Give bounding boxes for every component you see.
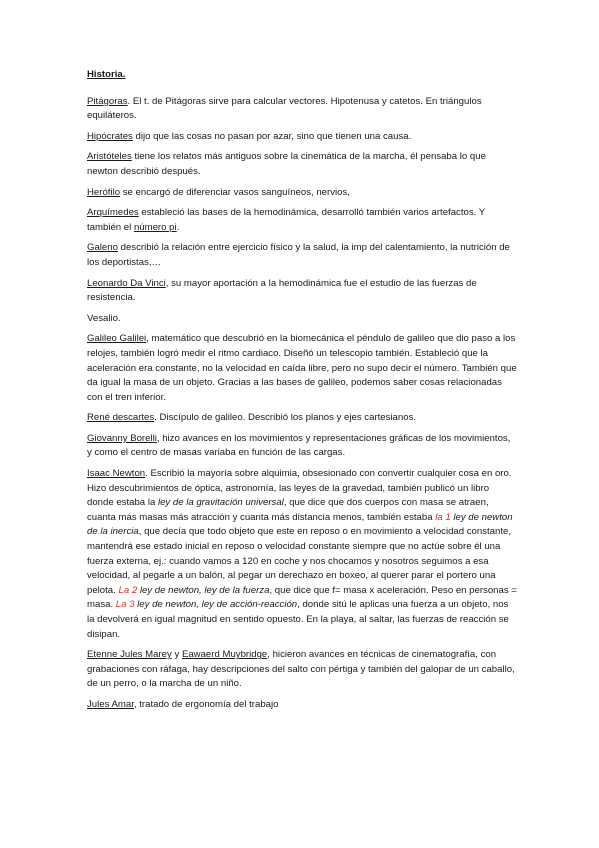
body-text: , hicieron avances en técnicas de cinematografía, con grabaciones con ráfaga, hay descripciones del salto con pértiga y también del galopar de un caballo, de un perro, o la marcha de un niño. bbox=[87, 649, 515, 690]
body-text: , donde sitú le aplicas una fuerza a un objeto, nos la devolverá en igual magnitud en sentido opuesto. En la playa, al saltar, las fuerzas de reacción se disipan. bbox=[87, 599, 509, 640]
body-text: , tratado de ergonomía del trabajo bbox=[133, 698, 279, 710]
name-term: Isaac Newton bbox=[87, 468, 146, 480]
name-term: Hipócrates bbox=[87, 130, 133, 142]
paragraph bbox=[87, 206, 517, 235]
page-heading: Historia. bbox=[87, 69, 126, 80]
paragraph bbox=[87, 277, 517, 306]
name-term: Arquímedes bbox=[87, 207, 139, 219]
emphasis-text: ley de la gravitación universal bbox=[157, 497, 284, 509]
body-text: tiene los relatos más antiguos sobre la cinemática de la marcha, él pensaba lo que newton describió después. bbox=[87, 151, 486, 177]
body-text: y bbox=[171, 649, 182, 661]
paragraph bbox=[87, 467, 517, 642]
paragraph bbox=[87, 241, 517, 270]
body-text: , matemático que descubrió en la biomecánica el péndulo de galileo que dio paso a los relojes, también logró medir el ritmo cardiaco. Diseñó un telescopio también. Estableció que la aceleración era constante, no la velocidad en caída libre, pero no supo decir el número. También que da igual la masa de un objeto. Gracias a las bases de galileo, podemos saber cosas relacionadas con el tren inferior. bbox=[87, 333, 517, 403]
emphasis-text: ley de newton, ley de la fuerza bbox=[137, 584, 270, 596]
body-text: estableció las bases de la hemodinámica, desarrolló también varios artefactos. Y también el bbox=[87, 207, 486, 233]
paragraph bbox=[87, 332, 517, 405]
paragraph bbox=[87, 648, 517, 692]
emphasis-text: la 1 bbox=[435, 511, 451, 523]
emphasis-text: La 3 bbox=[115, 599, 135, 611]
paragraph bbox=[87, 130, 517, 145]
paragraph bbox=[87, 312, 517, 327]
body-text: , hizo avances en los movimientos y representaciones gráficas de los movimientos, y como el centro de masas variaba en función de las cargas. bbox=[87, 432, 511, 459]
name-term: Aristóteles bbox=[87, 151, 132, 163]
name-term: Galeno bbox=[87, 242, 118, 254]
name-term: Jules Amar bbox=[87, 698, 134, 710]
body-text: , que dice que f= masa x aceleración. Peso en personas = masa. bbox=[87, 584, 517, 611]
emphasis-text: La 2 bbox=[118, 584, 138, 596]
name-term: Etenne Jules Marey bbox=[87, 649, 172, 661]
paragraph bbox=[87, 186, 517, 201]
body-text: dijo que las cosas no pasan por azar, sino que tienen una causa. bbox=[132, 130, 412, 142]
name-term: Pitágoras bbox=[87, 95, 128, 107]
paragraph-list bbox=[87, 95, 517, 713]
paragraph bbox=[87, 95, 517, 124]
body-text: , que dice que dos cuerpos con masa se atraen, cuanta más masas más atracción y cuanta más distancia menos, también estaba bbox=[87, 497, 489, 523]
body-text: describió la relación entre ejercicio físico y la salud, la imp del calentamiento, la nutrición de los deportistas,… bbox=[87, 242, 510, 268]
paragraph bbox=[87, 411, 517, 426]
paragraph bbox=[87, 150, 517, 179]
body-text: se encargó de diferenciar vasos sanguíneos, nervios, bbox=[120, 186, 350, 198]
name-term: número pi bbox=[133, 221, 177, 233]
name-term: Leonardo Da Vinci bbox=[87, 277, 166, 289]
body-text: . El t. de Pitágoras sirve para calcular vectores. Hipotenusa y catetos. En triángulos equiláteros. bbox=[87, 95, 482, 122]
name-term: Eawaerd Muybridge bbox=[181, 649, 268, 661]
document-page bbox=[87, 68, 517, 719]
body-text: Vesalio. bbox=[87, 312, 121, 324]
name-term: Giovanny Borelli bbox=[87, 432, 157, 444]
emphasis-text: ley de newton de la inercia bbox=[87, 511, 513, 538]
name-term: Galileo Galilei bbox=[87, 333, 147, 345]
name-term: Herófilo bbox=[87, 186, 121, 198]
body-text: . Escribió la mayoría sobre alquimia, obsesionado con convertir cualquier cosa en oro. Hizo descubrimientos de óptica, astronomía, las leyes de la gravedad, también publicó un libro donde estaba la bbox=[87, 468, 512, 509]
body-text: , que decía que todo objeto que este en reposo o en movimiento a velocidad constante, mantendrá ese estado inicial en reposo o velocidad constante siempre que no actúe sobre él una fuerza externa, ej.: cuando vamos a 120 en coche y nos chocamos y nosotros seguimos a esa velocidad, al pegarle a un balón, al pegar un derechazo en boxeo, al querer parar el portero una pelota. bbox=[87, 526, 512, 596]
body-text: , su mayor aportación a la hemodinámica fue el estudio de las fuerzas de resistencia. bbox=[87, 277, 477, 304]
body-text: . bbox=[176, 221, 180, 233]
body-text: . Discípulo de galileo. Describió los planos y ejes cartesianos. bbox=[154, 412, 417, 424]
paragraph bbox=[87, 698, 517, 713]
name-term: René descartes bbox=[87, 412, 155, 424]
paragraph bbox=[87, 432, 517, 461]
emphasis-text: ley de newton, ley de acción-reacción bbox=[134, 599, 298, 611]
